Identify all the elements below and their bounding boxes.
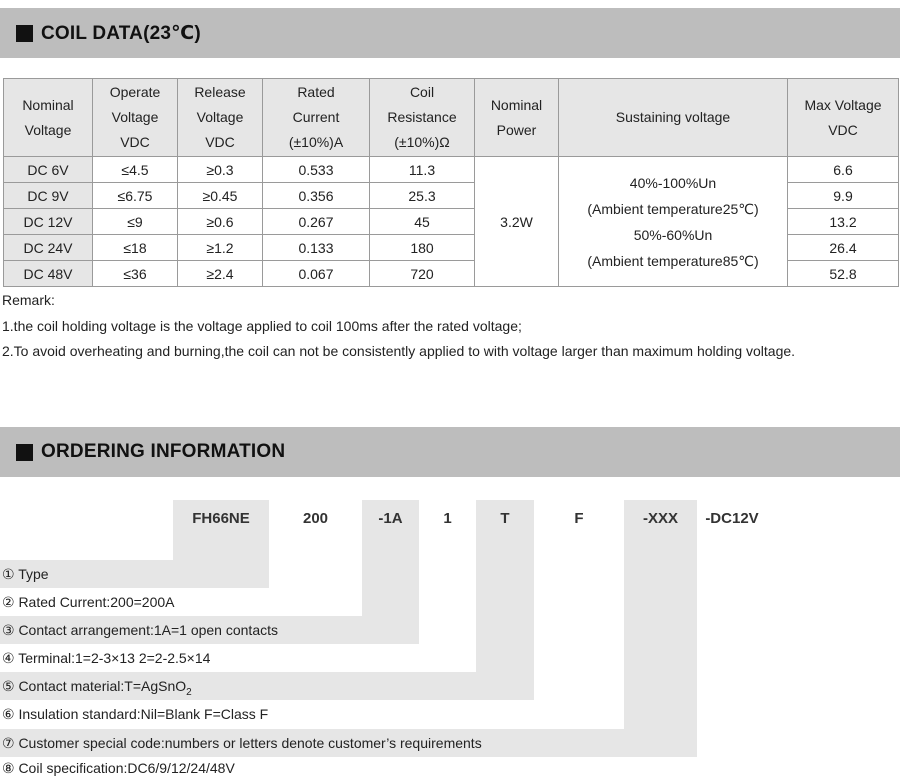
header-sustaining-voltage: Sustaining voltage bbox=[559, 79, 788, 157]
operate-voltage-cell: ≤36 bbox=[93, 261, 178, 287]
item-coil-specification: ⑧ Coil specification:DC6/9/12/24/48V bbox=[2, 760, 235, 776]
connector-contact-material bbox=[476, 537, 534, 672]
square-bullet-icon bbox=[16, 25, 33, 42]
header-coil-resistance: Coil Resistance (±10%)Ω bbox=[370, 79, 475, 157]
max-voltage-cell: 13.2 bbox=[788, 209, 899, 235]
operate-voltage-cell: ≤4.5 bbox=[93, 157, 178, 183]
code-insulation: F bbox=[574, 510, 584, 527]
operate-voltage-cell: ≤18 bbox=[93, 235, 178, 261]
operate-voltage-cell: ≤9 bbox=[93, 209, 178, 235]
coil-resistance-cell: 25.3 bbox=[370, 183, 475, 209]
nominal-voltage-cell: DC 48V bbox=[4, 261, 93, 287]
header-nominal-voltage: Nominal Voltage bbox=[4, 79, 93, 157]
coil-data-header bbox=[0, 8, 900, 58]
table-header-row bbox=[4, 79, 899, 157]
nominal-voltage-cell: DC 24V bbox=[4, 235, 93, 261]
operate-voltage-cell: ≤6.75 bbox=[93, 183, 178, 209]
release-voltage-cell: ≥0.3 bbox=[178, 157, 263, 183]
square-bullet-icon bbox=[16, 444, 33, 461]
coil-resistance-cell: 720 bbox=[370, 261, 475, 287]
ordering-info-header bbox=[0, 427, 900, 477]
release-voltage-cell: ≥1.2 bbox=[178, 235, 263, 261]
header-operate-voltage: Operate Voltage VDC bbox=[93, 79, 178, 157]
code-contact-material: T bbox=[476, 500, 534, 537]
coil-data-table bbox=[3, 78, 899, 287]
remark-line-1: 1.the coil holding voltage is the voltage applied to coil 100ms after the rated voltage; bbox=[2, 318, 522, 334]
release-voltage-cell: ≥0.6 bbox=[178, 209, 263, 235]
rated-current-cell: 0.533 bbox=[263, 157, 370, 183]
rated-current-cell: 0.356 bbox=[263, 183, 370, 209]
nominal-voltage-cell: DC 6V bbox=[4, 157, 93, 183]
coil-resistance-cell: 180 bbox=[370, 235, 475, 261]
ordering-info-title: ORDERING INFORMATION bbox=[41, 441, 286, 462]
table-row bbox=[4, 157, 899, 183]
nominal-power-cell: 3.2W bbox=[475, 157, 559, 287]
header-nominal-power: Nominal Power bbox=[475, 79, 559, 157]
code-terminal: 1 bbox=[443, 510, 452, 527]
release-voltage-cell: ≥2.4 bbox=[178, 261, 263, 287]
max-voltage-cell: 52.8 bbox=[788, 261, 899, 287]
connector-contact-arrangement bbox=[362, 537, 419, 616]
rated-current-cell: 0.067 bbox=[263, 261, 370, 287]
item-type: ① Type bbox=[2, 566, 49, 582]
header-release-voltage: Release Voltage VDC bbox=[178, 79, 263, 157]
item-contact-material: ⑤ Contact material:T=AgSnO$_2$ bbox=[2, 678, 192, 698]
connector-type bbox=[173, 537, 269, 560]
code-customer-special: -XXX bbox=[624, 500, 697, 537]
item-customer-special-code: ⑦ Customer special code:numbers or letters denote customer’s requirements bbox=[2, 735, 482, 751]
remark-line-2: 2.To avoid overheating and burning,the coil can not be consistently applied to with voltage larger than maximum holding voltage. bbox=[2, 343, 796, 359]
remark-label: Remark: bbox=[2, 292, 55, 308]
item-terminal: ④ Terminal:1=2-3×13 2=2-2.5×14 bbox=[2, 650, 211, 666]
release-voltage-cell: ≥0.45 bbox=[178, 183, 263, 209]
code-coil-spec: -DC12V bbox=[705, 510, 759, 527]
header-max-voltage: Max Voltage VDC bbox=[788, 79, 899, 157]
code-rated-current: 200 bbox=[302, 510, 329, 527]
coil-resistance-cell: 45 bbox=[370, 209, 475, 235]
max-voltage-cell: 26.4 bbox=[788, 235, 899, 261]
item-contact-arrangement: ③ Contact arrangement:1A=1 open contacts bbox=[2, 622, 278, 638]
connector-customer-special bbox=[624, 537, 697, 729]
max-voltage-cell: 6.6 bbox=[788, 157, 899, 183]
nominal-voltage-cell: DC 9V bbox=[4, 183, 93, 209]
sustaining-voltage-cell: 40%-100%Un (Ambient temperature25℃) 50%-60%Un (Ambient temperature85℃) bbox=[559, 157, 788, 287]
max-voltage-cell: 9.9 bbox=[788, 183, 899, 209]
item-insulation-standard: ⑥ Insulation standard:Nil=Blank F=Class F bbox=[2, 706, 269, 722]
code-type: FH66NE bbox=[173, 500, 269, 537]
rated-current-cell: 0.267 bbox=[263, 209, 370, 235]
nominal-voltage-cell: DC 12V bbox=[4, 209, 93, 235]
rated-current-cell: 0.133 bbox=[263, 235, 370, 261]
header-rated-current: Rated Current (±10%)A bbox=[263, 79, 370, 157]
item-rated-current: ② Rated Current:200=200A bbox=[2, 594, 175, 610]
coil-resistance-cell: 11.3 bbox=[370, 157, 475, 183]
coil-data-title: COIL DATA(23℃) bbox=[41, 22, 201, 44]
code-contact-arrangement: -1A bbox=[362, 500, 419, 537]
